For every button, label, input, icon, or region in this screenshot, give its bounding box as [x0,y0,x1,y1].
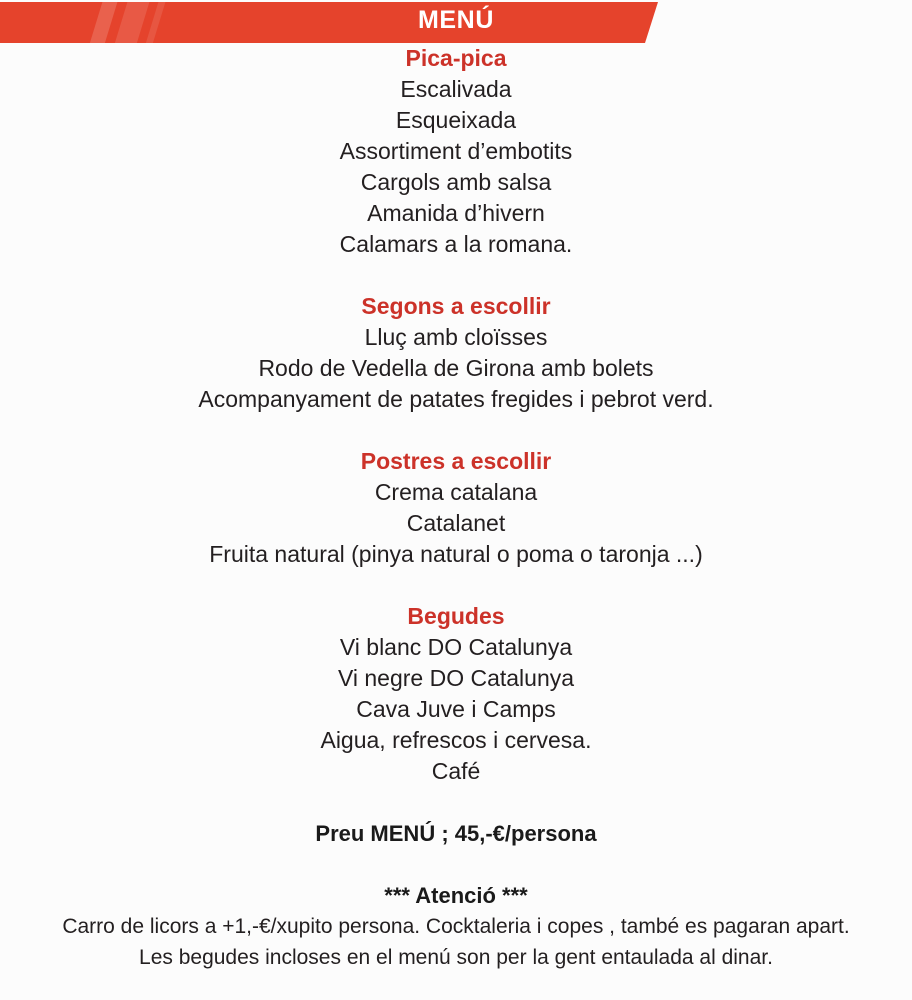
menu-item: Catalanet [406,510,506,536]
menu-item: Fruita natural (pinya natural o poma o taronja ...) [209,541,703,567]
notice-line: Les begudes incloses en el menú son per la gent entaulada al dinar. [139,946,773,969]
menu-item: Acompanyament de patates fregides i pebrot verd. [198,386,714,412]
notice-heading: *** Atenció *** [384,883,528,908]
menu-item-list [0,322,912,415]
menu-item: Cava Juve i Camps [356,696,556,722]
menu-item: Vi blanc DO Catalunya [339,634,573,660]
menu-item: Esqueixada [395,107,517,133]
menu-item: Crema catalana [374,479,538,505]
menu-item: Calamars a la romana. [339,231,573,257]
menu-item: Aigua, refrescos i cervesa. [320,727,592,753]
menu-item: Lluç amb cloïsses [364,324,548,350]
menu-section-pica-pica [0,43,912,260]
menu-item-list [0,477,912,570]
section-spacer [0,415,912,446]
section-heading: Begudes [407,603,505,629]
menu-content [0,43,912,973]
menu-item-list [0,632,912,787]
menu-section-postres [0,446,912,570]
menu-item: Amanida d’hivern [367,200,545,226]
section-heading: Pica-pica [405,45,507,71]
menu-item-list [0,74,912,260]
section-spacer [0,787,912,818]
notice-line: Carro de licors a +1,-€/xupito persona. Cocktaleria i copes , també es pagaran apart. [62,915,850,938]
menu-price: Preu MENÚ ; 45,-€/persona [315,821,597,846]
menu-item: Cargols amb salsa [360,169,552,195]
menu-item: Escalivada [400,76,512,102]
menu-section-segons [0,291,912,415]
section-heading: Segons a escollir [361,293,551,319]
menu-item: Vi negre DO Catalunya [337,665,575,691]
menu-item: Café [431,758,481,784]
menu-item: Rodo de Vedella de Girona amb bolets [258,355,654,381]
section-spacer [0,570,912,601]
section-spacer [0,260,912,291]
menu-section-begudes [0,601,912,787]
section-spacer [0,849,912,880]
menu-title: MENÚ [417,6,494,34]
section-heading: Postres a escollir [360,448,552,474]
menu-item: Assortiment d’embotits [339,138,573,164]
